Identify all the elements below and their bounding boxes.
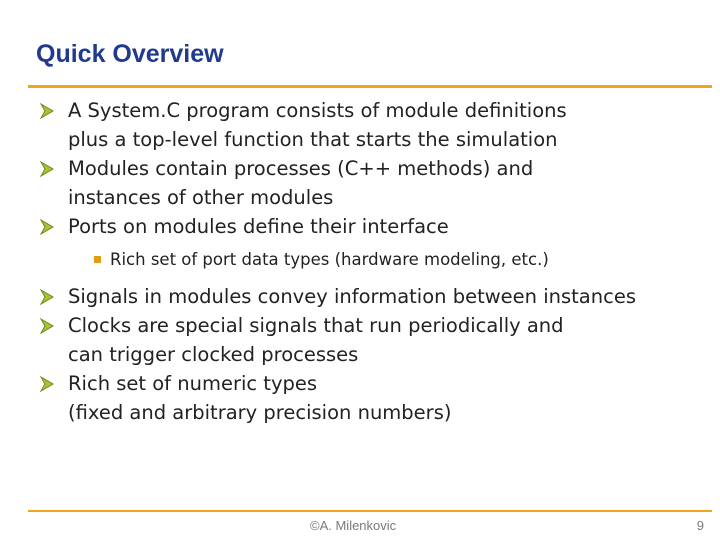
bullet-line: plus a top-level function that starts the simulation bbox=[68, 128, 558, 151]
title-underline bbox=[28, 85, 712, 88]
bullet-item bbox=[40, 282, 710, 311]
bullet-line: instances of other modules bbox=[68, 186, 334, 209]
arrow-bullet-icon bbox=[40, 154, 64, 183]
bullet-line: Signals in modules convey information between instances bbox=[68, 285, 636, 308]
footer-author: ©A. Milenkovic bbox=[310, 518, 397, 533]
bullet-list bbox=[40, 96, 710, 427]
slide-title: Quick Overview bbox=[36, 40, 224, 68]
arrow-bullet-icon bbox=[40, 96, 64, 125]
square-bullet-icon bbox=[94, 256, 101, 263]
arrow-bullet-icon bbox=[40, 282, 64, 311]
bullet-line: A System.C program consists of module definitions bbox=[68, 99, 567, 122]
bullet-item bbox=[40, 212, 710, 241]
page-number: 9 bbox=[696, 518, 704, 533]
sub-bullet-line: Rich set of port data types (hardware modeling, etc.) bbox=[110, 250, 549, 269]
footer bbox=[0, 518, 720, 536]
bullet-item bbox=[40, 154, 710, 212]
bullet-line: (fixed and arbitrary precision numbers) bbox=[68, 401, 452, 424]
arrow-bullet-icon bbox=[40, 369, 64, 398]
arrow-bullet-icon bbox=[40, 212, 64, 241]
arrow-bullet-icon bbox=[40, 311, 64, 340]
bullet-item bbox=[40, 96, 710, 154]
bullet-line: Clocks are special signals that run periodically and bbox=[68, 314, 564, 337]
bullet-line: Ports on modules define their interface bbox=[68, 215, 449, 238]
sub-bullet-item bbox=[94, 249, 710, 271]
bullet-line: Rich set of numeric types bbox=[68, 372, 318, 395]
bullet-line: can trigger clocked processes bbox=[68, 343, 359, 366]
bullet-item bbox=[40, 311, 710, 369]
bullet-line: Modules contain processes (C++ methods) and bbox=[68, 157, 534, 180]
footer-rule bbox=[28, 510, 712, 512]
bullet-item bbox=[40, 369, 710, 427]
